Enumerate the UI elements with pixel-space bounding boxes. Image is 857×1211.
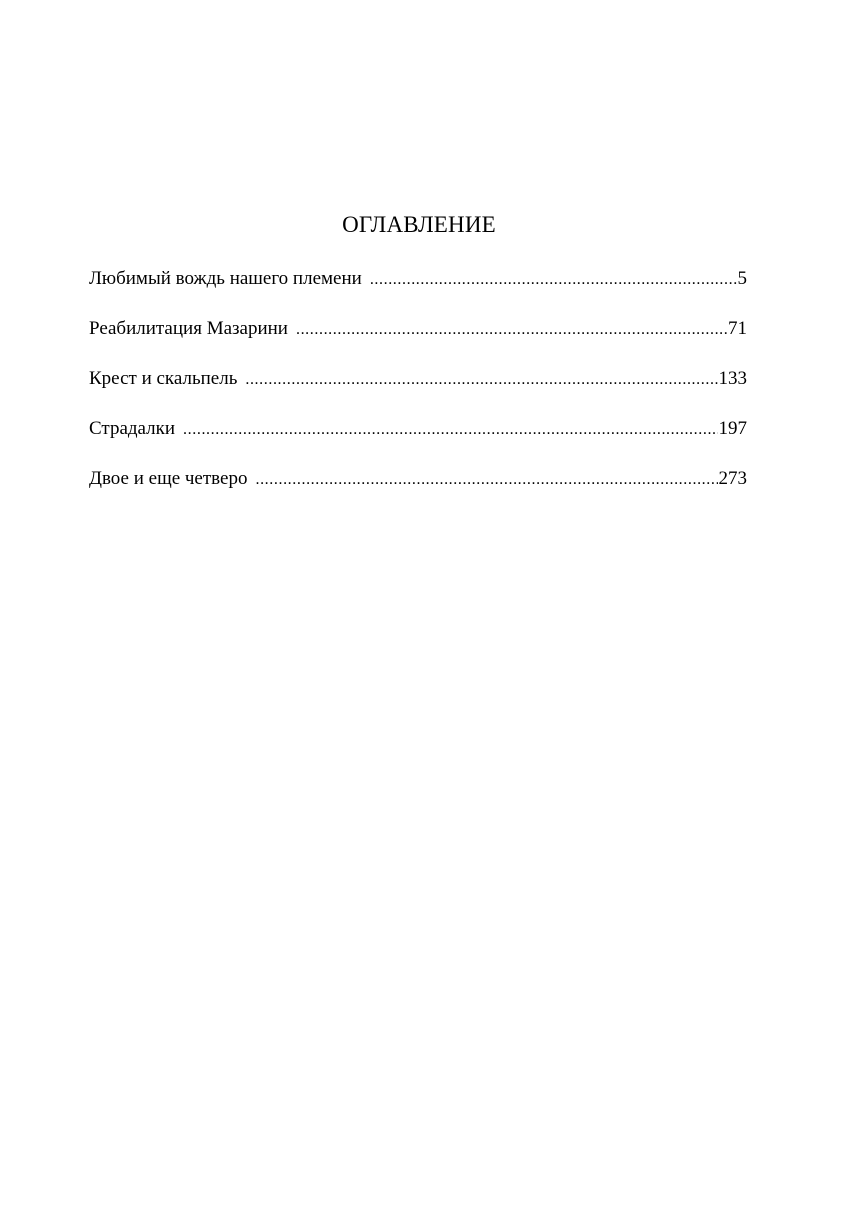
toc-page-number: 71 <box>728 318 747 339</box>
toc-entry[interactable] <box>89 314 747 364</box>
dot-leader <box>296 315 727 345</box>
toc-page-number: 5 <box>737 268 747 289</box>
toc-page-number: 273 <box>718 468 747 489</box>
toc-entry-title: Страдалки <box>89 418 176 439</box>
dot-leader <box>183 415 717 445</box>
dot-leader <box>370 265 737 295</box>
toc-heading: ОГЛАВЛЕНИЕ <box>342 212 496 237</box>
toc-entry[interactable] <box>89 464 747 514</box>
toc-entry-title: Двое и еще четверо <box>89 468 248 489</box>
table-of-contents <box>89 264 747 514</box>
toc-page-number: 133 <box>718 368 747 389</box>
toc-entry-title: Крест и скальпель <box>89 368 238 389</box>
dot-leader <box>255 465 717 495</box>
dot-leader <box>245 365 717 395</box>
toc-entry[interactable] <box>89 414 747 464</box>
toc-entry-title: Реабилитация Мазарини <box>89 318 288 339</box>
toc-entry[interactable] <box>89 264 747 314</box>
toc-entry-title: Любимый вождь нашего племени <box>89 268 362 289</box>
toc-entry[interactable] <box>89 364 747 414</box>
toc-page-number: 197 <box>718 418 747 439</box>
